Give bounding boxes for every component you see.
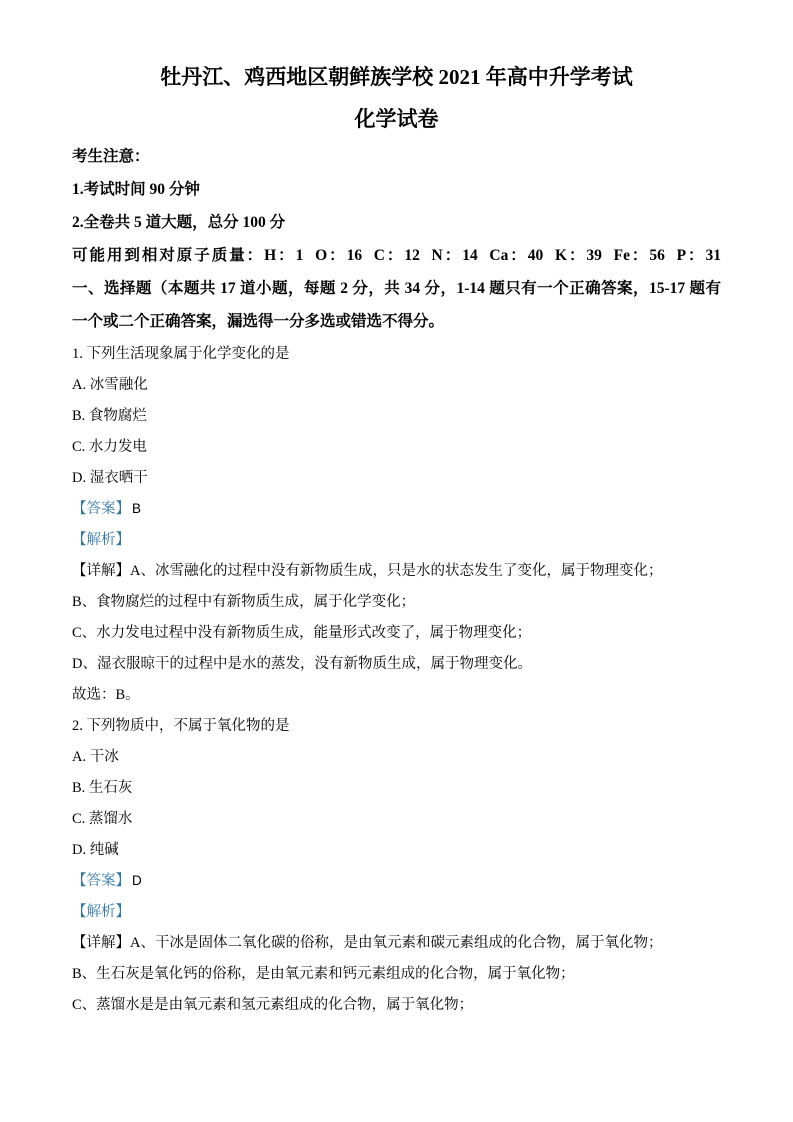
question-1-detail-a: 【详解】A、冰雪融化的过程中没有新物质生成，只是水的状态发生了变化，属于物理变化； — [72, 563, 663, 579]
question-1-option-a: A. 冰雪融化 — [72, 377, 148, 393]
question-2-answer-line — [72, 871, 721, 891]
question-1-answer-line — [72, 499, 721, 519]
question-1-detail-c: C、水力发电过程中没有新物质生成，能量形式改变了，属于物理变化； — [72, 625, 532, 641]
question-1-option-b: B. 食物腐烂 — [72, 408, 147, 424]
question-1-conclusion: 故选：B。 — [72, 687, 140, 703]
question-1-detail-b: B、食物腐烂的过程中有新物质生成，属于化学变化； — [72, 594, 416, 610]
atomic-mass-line: 可能用到相对原子质量：H：1 O：16 C：12 N：14 Ca：40 K：39 Fe：56 P：31 — [72, 247, 721, 264]
question-1-analysis-label: 【解析】 — [72, 532, 130, 548]
question-2-detail-b: B、生石灰是氧化钙的俗称，是由氧元素和钙元素组成的化合物，属于氧化物； — [72, 966, 575, 982]
question-2-answer-label: 【答案】 — [72, 873, 130, 889]
question-2-detail-c: C、蒸馏水是是由氧元素和氢元素组成的化合物，属于氧化物； — [72, 997, 474, 1013]
question-1-answer-label: 【答案】 — [72, 501, 130, 517]
question-1-option-c: C. 水力发电 — [72, 439, 147, 455]
question-2-answer-value: D — [132, 873, 142, 888]
question-1-answer-value: B — [132, 501, 142, 516]
document-title: 牡丹江、鸡西地区朝鲜族学校 2021 年高中升学考试 — [160, 65, 633, 89]
question-2-option-c: C. 蒸馏水 — [72, 811, 133, 827]
question-2-option-b: B. 生石灰 — [72, 780, 133, 796]
question-2-stem: 2. 下列物质中，不属于氧化物的是 — [72, 718, 290, 734]
section-heading-line2: 一个或二个正确答案，漏选得一分多选或错选不得分。 — [72, 313, 445, 330]
section-heading-line1: 一、选择题（本题共 17 道小题，每题 2 分，共 34 分，1-14 题只有一个正确答案，15-17 题有 — [72, 280, 721, 297]
question-1-detail-d: D、湿衣服晾干的过程中是水的蒸发，没有新物质生成，属于物理变化。 — [72, 656, 532, 672]
question-2-option-a: A. 干冰 — [72, 749, 119, 765]
notice-heading: 考生注意： — [72, 148, 150, 165]
question-2-option-d: D. 纯碱 — [72, 842, 119, 858]
question-2-analysis-line — [72, 902, 721, 922]
question-1-option-d: D. 湿衣晒干 — [72, 470, 148, 486]
question-1-stem: 1. 下列生活现象属于化学变化的是 — [72, 346, 290, 362]
question-2-analysis-label: 【解析】 — [72, 904, 130, 920]
question-2-detail-a: 【详解】A、干冰是固体二氧化碳的俗称，是由氧元素和碳元素组成的化合物，属于氧化物； — [72, 935, 663, 951]
notice-item-total-score: 2.全卷共 5 道大题，总分 100 分 — [72, 214, 286, 231]
notice-item-exam-time: 1.考试时间 90 分钟 — [72, 181, 200, 198]
question-1-analysis-line — [72, 530, 721, 550]
document-subtitle: 化学试卷 — [354, 107, 439, 131]
